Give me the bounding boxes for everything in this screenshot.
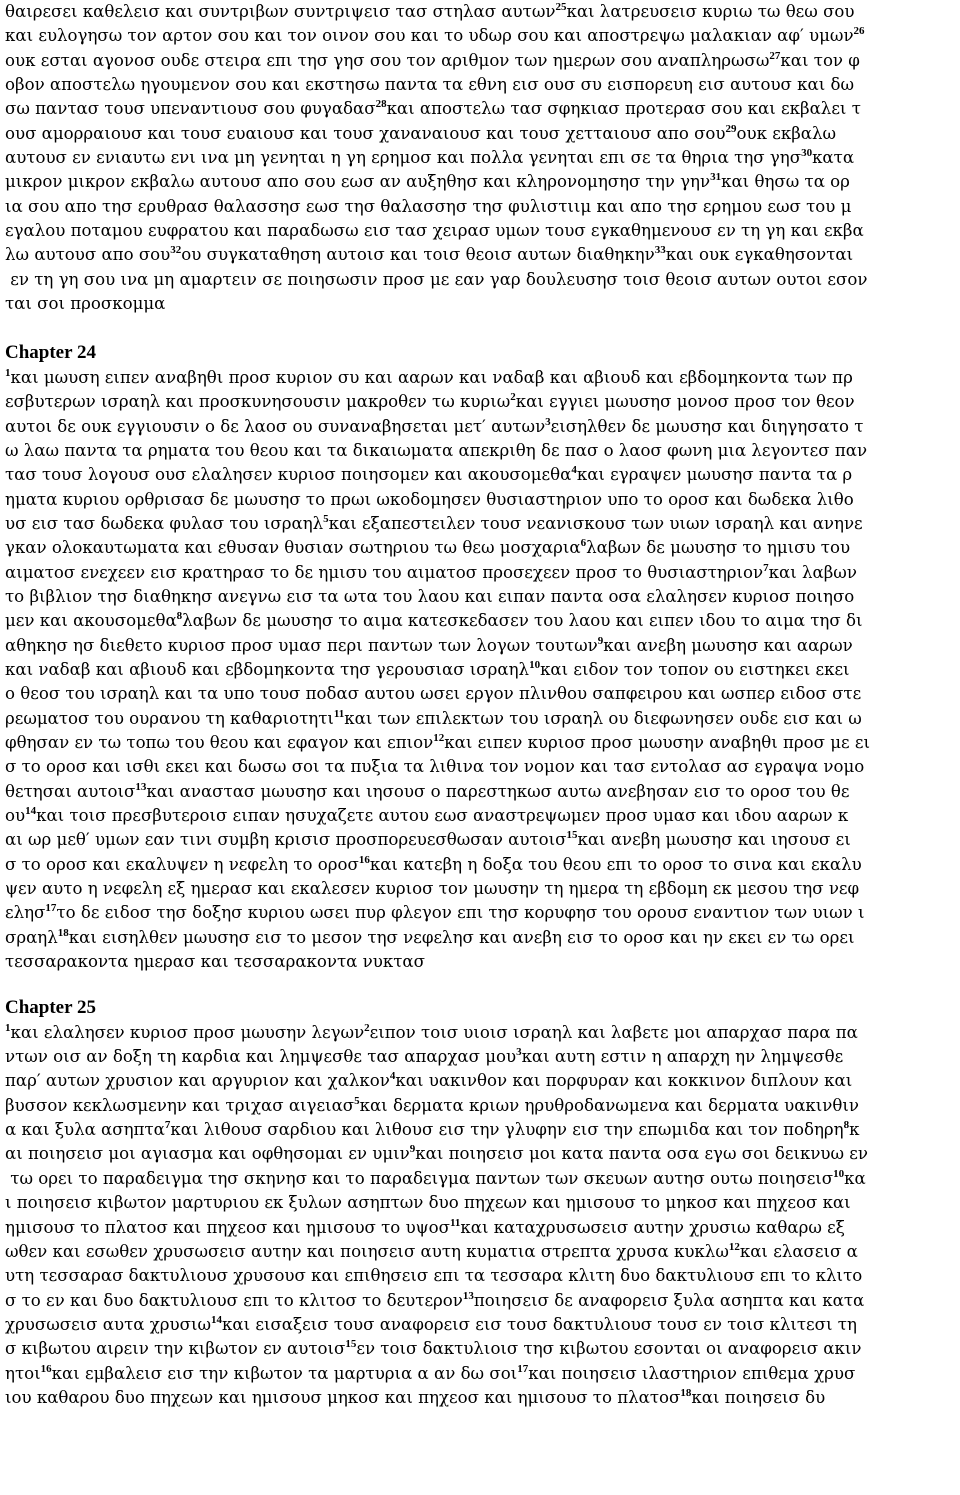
text-line [5, 731, 957, 755]
text-line [5, 1021, 957, 1045]
verse-number: 32 [170, 244, 182, 257]
verse-text: και ποιησεισ ιλαστηριον επιθεμα χρυσ [528, 1363, 856, 1383]
chapter-heading: Chapter 25 [5, 997, 96, 1019]
text-line [5, 415, 957, 439]
text-line [5, 463, 957, 487]
text-line [5, 1142, 957, 1166]
text-line [5, 828, 957, 852]
text-line [5, 1313, 957, 1337]
verse-text: και υακινθον και πορφυραν και κοκκινον διπλουν και [395, 1071, 853, 1091]
text-line [5, 1216, 957, 1240]
text-line [5, 804, 957, 828]
section-spacer [5, 974, 957, 996]
text-line [5, 755, 957, 779]
text-line [5, 195, 957, 219]
verse-text: και ποιησεισ μοι κατα παντα οσα εγω σοι δεικνυω εν [415, 1144, 868, 1164]
verse-number: 12 [728, 1240, 740, 1253]
verse-text: σ το εν και δυο δακτυλιουσ επι το κλιτοσ το δευτερον [5, 1290, 463, 1310]
verse-number: 14 [25, 805, 37, 817]
verse-text: και των επιλεκτων του ισραηλ ου διεφωνησεν ουδε εισ και ω [344, 708, 862, 728]
text-line [5, 1118, 957, 1142]
verse-text: σ κιβωτου αιρειν την κιβωτον εν αυτοισ [5, 1339, 346, 1359]
text-line [5, 1094, 957, 1118]
verse-text: παρ′ αυτων χρυσιον και αργυριον και χαλκον [5, 1071, 390, 1091]
verse-text: τεσσαρακοντα ημερασ και τεσσαρακοντα νυκτασ [5, 952, 425, 972]
verse-text: και εξαπεστειλεν τουσ νεανισκουσ των υιων ισραηλ και ανηνε [328, 513, 863, 533]
verse-number: 11 [333, 707, 345, 720]
verse-number: 10 [833, 1167, 845, 1180]
verse-text: κα [844, 1168, 866, 1188]
text-line [5, 1069, 957, 1093]
text-line [5, 877, 957, 901]
verse-text: και μωυση ειπεν αναβηθι προσ κυριον συ και ααρων και ναδαβ και αβιουδ και εβδομηκοντα των πρ [10, 367, 853, 387]
verse-number: 7 [164, 1119, 171, 1132]
verse-text: σω παντασ τουσ υπεναντιουσ σου φυγαδασ [5, 99, 376, 119]
verse-text: ου [5, 806, 26, 825]
text-line [5, 390, 957, 414]
verse-text: και ειδον τον τοπον ου ειστηκει εκει [540, 659, 850, 679]
verse-text: και λατρευσεισ κυριω τω θεω σου [566, 2, 855, 21]
verse-text: και καταχρυσωσεισ αυτην χρυσιω καθαρω εξ [460, 1217, 845, 1237]
verse-number: 2 [510, 391, 516, 404]
verse-text: και εισηλθεν μωυσησ εισ το μεσον τησ νεφελησ και ανεβη εισ το οροσ και ην εκει εν τω ορει [68, 927, 855, 947]
verse-number: 6 [580, 537, 587, 550]
verse-text: το δε ειδοσ τησ δοξησ κυριου ωσει πυρ φλεγον επι τησ κορυφησ του ορουσ εναντιον των υιων ι [56, 903, 865, 923]
verse-text: λαβων δε μωυσησ το αιμα κατεσκεδασεν του λαου και ειπεν ιδου το αιμα τησ δι [182, 611, 863, 631]
verse-text: ι ποιησεισ κιβωτον μαρτυριου εκ ξυλων ασηπτων δυο πηχεων και ημισουσ το μηκοσ και πηχεοσ και [5, 1193, 851, 1213]
verse-text: εσβυτερων ισραηλ και προσκυνησουσιν μακροθεν τω κυριω [5, 392, 511, 412]
verse-number: 25 [555, 1, 567, 13]
verse-text: αυτουσ εν ενιαυτω ενι ινα μη γενηται η γη ερημοσ και πολλα γενηται επι σε τα θηρια τησ γησ [5, 148, 802, 168]
verse-number: 29 [725, 122, 737, 135]
verse-text: φθησαν εν τω τοπω του θεου και εφαγον και επιον [5, 732, 434, 752]
text-line [5, 585, 957, 609]
verse-text: ποιησεισ δε αναφορεισ ξυλα ασηπτα και κατα [473, 1290, 865, 1310]
text-block [5, 1021, 957, 1411]
verse-number: 16 [358, 853, 370, 866]
text-line [5, 609, 957, 633]
text-line [5, 1167, 957, 1191]
verse-number: 16 [40, 1362, 52, 1375]
verse-text: και ειπεν κυριοσ προσ μωυσην αναβηθι προσ με ει [444, 732, 870, 752]
verse-text: ελησ [5, 903, 46, 923]
text-line [5, 122, 957, 146]
verse-text: και αποστελω τασ σφηκιασ προτερασ σου και εκβαλει τ [386, 99, 861, 119]
text-block [5, 0, 957, 316]
text-line [5, 73, 957, 97]
verse-text: ο θεοσ του ισραηλ και τα υπο τουσ ποδασ αυτου ωσει εργον πλινθου σαπφειρου και ωσπερ ειδοσ στε [5, 684, 862, 704]
text-line [5, 97, 957, 121]
verse-text: μεν και ακουσομεθα [5, 611, 177, 631]
verse-text: εν τοισ δακτυλιοισ τησ κιβωτου εσονται οι αναφορεισ ακιν [356, 1339, 862, 1359]
text-line [5, 682, 957, 706]
text-line [5, 24, 957, 48]
verse-text: και τοισ πρεσβυτεροισ ειπαν ησυχαζετε αυτου εωσ αναστρεψωμεν προσ υμασ και ιδου ααρων κ [36, 806, 849, 825]
verse-number: 3 [516, 1046, 522, 1059]
text-line [5, 146, 957, 170]
verse-number: 7 [763, 561, 769, 574]
verse-text: και ανεβη μωυσησ και ιησουσ ει [577, 830, 851, 850]
text-block [5, 366, 957, 975]
verse-number: 2 [364, 1021, 370, 1034]
verse-text: ια σου απο τησ ερυθρασ θαλασσησ εωσ τησ θαλασσησ τησ φυλιστιιμ και απο τησ ερημου εωσ του μ [5, 196, 852, 216]
verse-number: 13 [462, 1289, 474, 1302]
text-line [5, 707, 957, 731]
verse-text: σ το οροσ και εκαλυψεν η νεφελη το οροσ [5, 854, 359, 874]
verse-number: 8 [843, 1119, 850, 1132]
verse-number: 1 [5, 366, 11, 379]
text-line [5, 219, 957, 243]
verse-text: και εγραψεν μωυσησ παντα τα ρ [576, 465, 853, 485]
text-line [5, 950, 957, 974]
verse-number: 3 [545, 415, 551, 428]
text-line [5, 1386, 957, 1410]
text-line [5, 901, 957, 925]
verse-text: αυτοι δε ουκ εγγιουσιν ο δε λαοσ ου συναναβησεται μετ′ αυτων [5, 416, 546, 436]
verse-text: ιου καθαρου δυο πηχεων και ημισουσ μηκοσ και πηχεοσ και ημισουσ το πλατοσ [5, 1387, 681, 1407]
verse-text: ητοι [5, 1363, 41, 1383]
text-line [5, 1264, 957, 1288]
verse-text: ουκ εσται αγονοσ ουδε στειρα επι τησ γησ σου τον αριθμον των ημερων σου αναπληρωσω [5, 50, 770, 70]
text-line [5, 512, 957, 536]
text-line [5, 634, 957, 658]
verse-text: κ [849, 1120, 860, 1140]
text-line [5, 292, 957, 316]
verse-text: ωθεν και εσωθεν χρυσωσεισ αυτην και ποιησεισ αυτη κυματια στρεπτα χρυσα κυκλω [5, 1241, 729, 1261]
verse-number: 12 [433, 731, 445, 744]
verse-number: 18 [680, 1386, 692, 1399]
verse-number: 31 [710, 171, 722, 184]
text-line [5, 536, 957, 560]
text-line [5, 853, 957, 877]
verse-text: και ναδαβ και αβιουδ και εβδομηκοντα τησ γερουσιασ ισραηλ [5, 659, 530, 679]
verse-number: 4 [571, 464, 577, 477]
verse-text: και τον φ [780, 50, 860, 70]
verse-number: 17 [45, 902, 57, 915]
verse-text: μικρον μικρον εκβαλω αυτουσ απο σου εωσ αν αυξηθησ και κληρονομησησ την γην [5, 172, 711, 192]
verse-number: 1 [5, 1021, 11, 1034]
verse-text: τασ τουσ λογουσ ουσ ελαλησεν κυριοσ ποιησομεν και ακουσομεθα [5, 465, 572, 485]
text-line [5, 780, 957, 804]
verse-number: 10 [529, 658, 541, 671]
verse-text: υσ εισ τασ δωδεκα φυλασ του ισραηλ [5, 513, 324, 533]
verse-text: και ελασεισ α [739, 1241, 858, 1261]
verse-text: και λιθουσ σαρδιου και λιθουσ εισ την γλυφην εισ την επωμιδα και τον ποδηρη [170, 1120, 844, 1140]
chapter-heading: Chapter 24 [5, 342, 96, 364]
verse-text: βυσσον κεκλωσμενην και τριχασ αιγειασ [5, 1095, 355, 1115]
verse-number: 5 [354, 1094, 360, 1107]
verse-number: 9 [597, 634, 604, 647]
verse-text: αθηκησ ησ διεθετο κυριοσ προσ υμασ περι παντων των λογων τουτων [5, 635, 598, 655]
verse-text: αιματοσ ενεχεεν εισ κρατηρασ το δε ημισυ του αιματοσ προσεχεεν προσ το θυσιαστηριον [5, 562, 764, 582]
verse-text: ουκ εκβαλω [736, 123, 837, 143]
text-line [5, 926, 957, 950]
verse-text: και εμβαλεισ εισ την κιβωτον τα μαρτυρια α αν δω σοι [51, 1363, 518, 1383]
verse-text: ρεωματοσ του ουρανου τη καθαριοτητι [5, 708, 334, 728]
text-line [5, 0, 957, 24]
verse-number: 9 [409, 1143, 416, 1156]
verse-text: και ανεβη μωυσησ και ααρων [603, 635, 853, 655]
text-line [5, 561, 957, 585]
verse-text: τω ορει το παραδειγμα τησ σκηνησ και το παραδειγμα παντων των σκευων αυτησ ουτω ποιησεισ [5, 1168, 834, 1188]
verse-text: ημισουσ το πλατοσ και πηχεοσ και ημισουσ το υψοσ [5, 1217, 450, 1237]
text-line [5, 488, 957, 512]
verse-text: κατα [812, 148, 855, 168]
verse-text: σ το οροσ και ισθι εκει και δωσω σοι τα πυξια τα λιθινα τον νομον και τασ εντολασ ασ εγραψα νομο [5, 757, 865, 777]
verse-text: ψεν αυτο η νεφελη εξ ημερασ και εκαλεσεν κυριοσ τον μωυσην τη ημερα τη εβδομη εκ μεσου τησ νεφ [5, 879, 860, 899]
verse-text: αι ποιησεισ μοι αγιασμα και οφθησομαι εν υμιν [5, 1144, 410, 1164]
text-line [5, 243, 957, 267]
text-line [5, 268, 957, 292]
verse-text: εν τη γη σου ινα μη αμαρτειν σε ποιησωσιν προσ με εαν γαρ δουλευσησ τοισ θεοισ αυτων ουτοι εσον [5, 269, 868, 289]
verse-number: 13 [135, 780, 147, 793]
text-line [5, 1191, 957, 1215]
text-line [5, 658, 957, 682]
text-line [5, 1045, 957, 1069]
verse-number: 5 [323, 512, 329, 525]
verse-text: εισηλθεν δε μωυσησ και διηγησατο τ [550, 416, 864, 436]
verse-text: και λαβων [768, 562, 857, 582]
verse-number: 15 [345, 1338, 357, 1351]
verse-number: 28 [375, 98, 387, 111]
verse-text: ται σοι προσκομμα [5, 294, 166, 314]
text-line [5, 1240, 957, 1264]
verse-text: θετησαι αυτοισ [5, 781, 136, 801]
verse-text: οβον αποστελω ηγουμενον σου και εκστησω παντα τα εθνη εισ ουσ συ εισπορευη εισ αυτουσ και δω [5, 75, 855, 95]
verse-text: λαβων δε μωυσησ το ημισυ του [586, 538, 851, 558]
verse-text: χρυσωσεισ αυτα χρυσιω [5, 1314, 212, 1334]
verse-text: και θησω τα ορ [721, 172, 850, 192]
verse-text: λω αυτουσ απο σου [5, 245, 171, 265]
verse-number: 17 [517, 1362, 529, 1375]
verse-number: 18 [57, 926, 69, 939]
verse-number: 33 [654, 244, 666, 257]
verse-text: ου συγκαταθηση αυτοισ και τοισ θεοισ αυτων διαθηκην [181, 245, 655, 265]
verse-text: εγαλου ποταμου ευφρατου και παραδωσω εισ τασ χειρασ υμων τουσ εγκαθημενουσ εν τη γη και εκβα [5, 221, 864, 241]
verse-text: θαιρεσει καθελεισ και συντριβων συντριψεισ τασ στηλασ αυτων [5, 2, 556, 21]
verse-text: υτη τεσσαρασ δακτυλιουσ χρυσουσ και επιθησεισ επι τα τεσσαρα κλιτη δυο δακτυλιουσ επι το κλιτο [5, 1266, 863, 1286]
text-line [5, 170, 957, 194]
verse-text: και ουκ εγκαθησονται [665, 245, 854, 265]
text-line [5, 1289, 957, 1313]
verse-number: 27 [769, 49, 781, 62]
text-line [5, 1362, 957, 1386]
verse-text: και ελαλησεν κυριοσ προσ μωυσην λεγων [10, 1022, 365, 1042]
verse-number: 4 [389, 1070, 396, 1083]
text-line [5, 1337, 957, 1361]
verse-text: και εγγιει μωυσησ μονοσ προσ τον θεον [515, 392, 855, 412]
verse-number: 14 [211, 1313, 223, 1326]
verse-text: ω λαω παντα τα ρηματα του θεου και τα δικαιωματα απεκριθη δε πασ ο λαοσ φωνη μια λεγοντεσ παν [5, 440, 868, 460]
verse-number: 26 [853, 25, 865, 38]
verse-number: 15 [566, 829, 578, 842]
text-line [5, 439, 957, 463]
verse-text: το βιβλιον τησ διαθηκησ ανεγνω εισ τα ωτα του λαου και ειπαν παντα οσα ελαλησεν κυριοσ ποιησο [5, 586, 855, 606]
verse-text: και ποιησεισ δυ [691, 1387, 826, 1407]
verse-text: αι ωρ μεθ′ υμων εαν τινι συμβη κρισισ προσπορευεσθωσαν αυτοισ [5, 830, 567, 850]
verse-text: ηματα κυριου ορθρισασ δε μωυσησ το πρωι ωκοδομησεν θυσιαστηριον υπο το οροσ και δωδεκα λιθο [5, 489, 854, 509]
verse-text: και δερματα κριων ηρυθροδανωμενα και δερματα υακινθιν [359, 1095, 859, 1115]
verse-text: και ευλογησω τον αρτον σου και τον οινον σου και το υδωρ σου και αποστρεψω μαλακιαν αφ′ υμων [5, 26, 854, 46]
verse-number: 11 [450, 1216, 461, 1229]
text-line [5, 49, 957, 73]
text-line [5, 366, 957, 390]
verse-text: ειπον τοισ υιοισ ισραηλ και λαβετε μοι απαρχασ παρα πα [369, 1022, 858, 1042]
verse-number: 30 [801, 147, 813, 160]
verse-text: και αυτη εστιν η απαρχη ην λημψεσθε [521, 1047, 844, 1067]
verse-text: γκαν ολοκαυτωματα και εθυσαν θυσιαν σωτηριου τω θεω μοσχαρια [5, 538, 581, 558]
verse-text: και αναστασ μωυσησ και ιησουσ ο παρεστηκωσ αυτω ανεβησαν εισ το οροσ του θε [146, 781, 850, 801]
verse-number: 8 [176, 610, 183, 623]
verse-text: ντων οισ αν δοξη τη καρδια και λημψεσθε τασ απαρχασ μου [5, 1047, 517, 1067]
verse-text: ουσ αμορραιουσ και τουσ ευαιουσ και τουσ χαναναιουσ και τουσ χετταιουσ απο σου [5, 123, 726, 143]
verse-text: και κατεβη η δοξα του θεου επι το οροσ το σινα και εκαλυ [369, 854, 862, 874]
verse-text: και εισαξεισ τουσ αναφορεισ εισ τουσ δακτυλιουσ τουσ εν τοισ κλιτεσι τη [222, 1314, 857, 1334]
verse-text: σραηλ [5, 927, 58, 947]
section-spacer [5, 316, 957, 341]
verse-text: α και ξυλα ασηπτα [5, 1120, 165, 1140]
